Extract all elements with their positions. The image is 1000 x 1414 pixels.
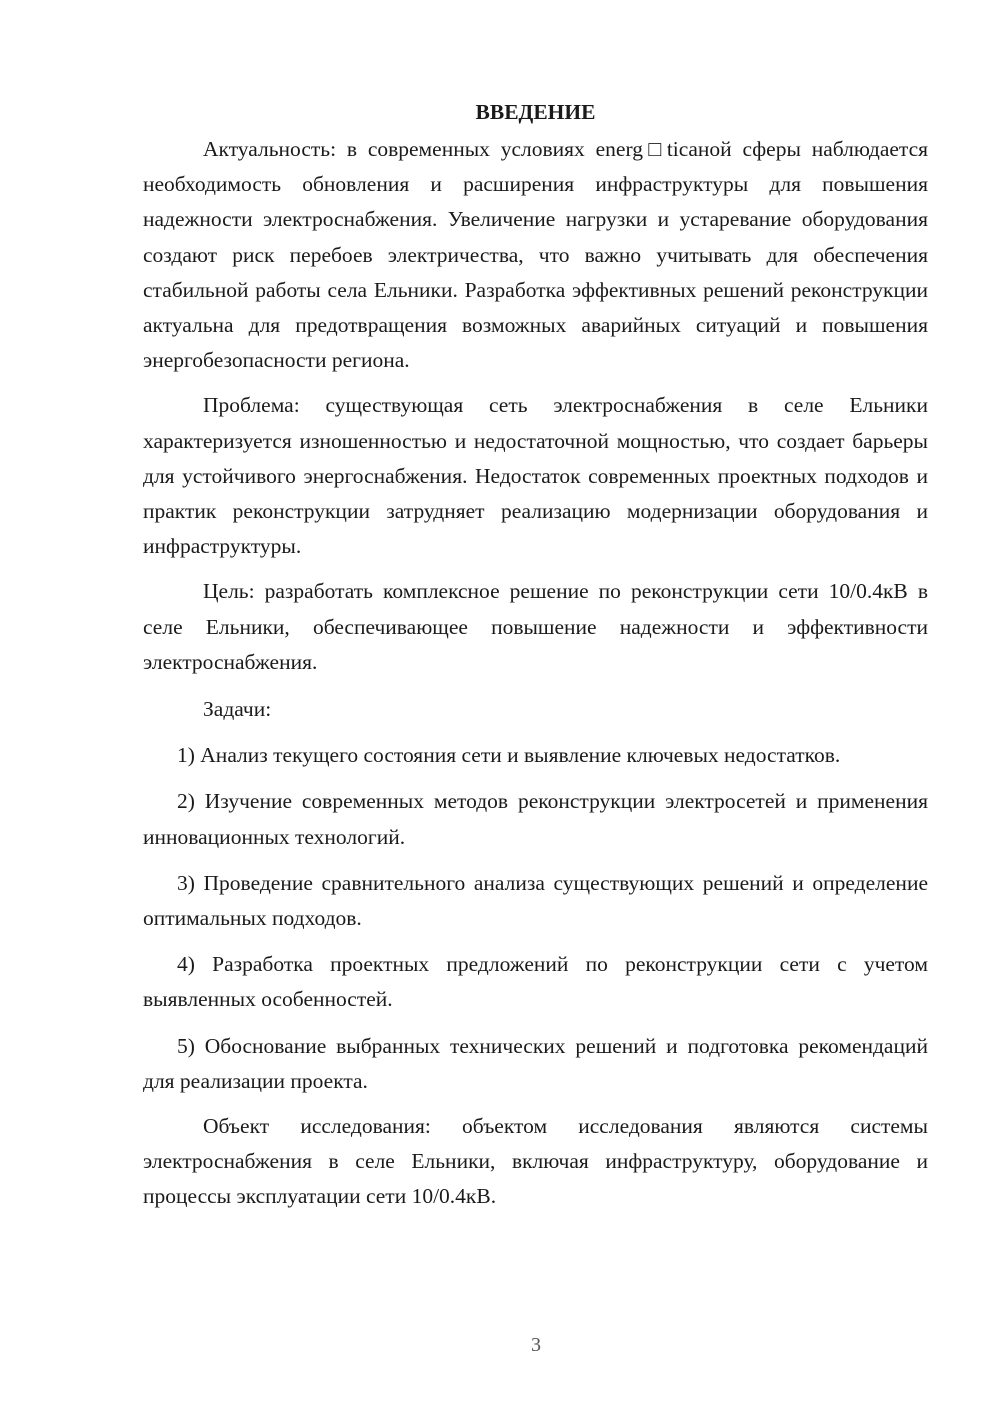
task-item-1: 1) Анализ текущего состояния сети и выявление ключевых недостатков.	[177, 743, 841, 768]
task-item-2: 2) Изучение современных методов реконструкции электросетей и применения инновационных технологий.	[143, 789, 928, 849]
task-item-4: 4) Разработка проектных предложений по реконструкции сети с учетом выявленных особенностей.	[143, 952, 928, 1012]
task-item-5: 5) Обоснование выбранных технических решений и подготовка рекомендаций для реализации проекта.	[143, 1033, 928, 1093]
paragraph-relevance: Актуальность: в современных условиях energ□ticaной сферы наблюдается необходимость обновления и расширения инфраструктуры для повышения надежности электроснабжения. Увеличение нагрузки и устаревание оборудования создают риск перебоев электричества, что важно учитывать для обеспечения стабильной работы села Ельники. Разработка эффективных решений реконструкции актуальна для предотвращения возможных аварийных ситуаций и повышения энергобезопасности региона.	[143, 137, 928, 373]
section-title: ВВЕДЕНИЕ	[475, 100, 596, 124]
paragraph-object: Объект исследования: объектом исследования являются системы электроснабжения в селе Ельники, включая инфраструктуру, оборудование и процессы эксплуатации сети 10/0.4кВ.	[143, 1114, 928, 1209]
page-number: 3	[531, 1334, 541, 1356]
tasks-heading: Задачи:	[203, 697, 272, 722]
task-item-3: 3) Проведение сравнительного анализа существующих решений и определение оптимальных подходов.	[143, 870, 928, 931]
paragraph-goal: Цель: разработать комплексное решение по реконструкции сети 10/0.4кВ в селе Ельники, обеспечивающее повышение надежности и эффективности электроснабжения.	[143, 579, 928, 674]
paragraph-problem: Проблема: существующая сеть электроснабжения в селе Ельники характеризуется изношенностью и недостаточной мощностью, что создает барьеры для устойчивого энергоснабжения. Недостаток современных проектных подходов и практик реконструкции затрудняет реализацию модернизации оборудования и инфраструктуры.	[143, 393, 928, 559]
document-page	[143, 92, 928, 1215]
